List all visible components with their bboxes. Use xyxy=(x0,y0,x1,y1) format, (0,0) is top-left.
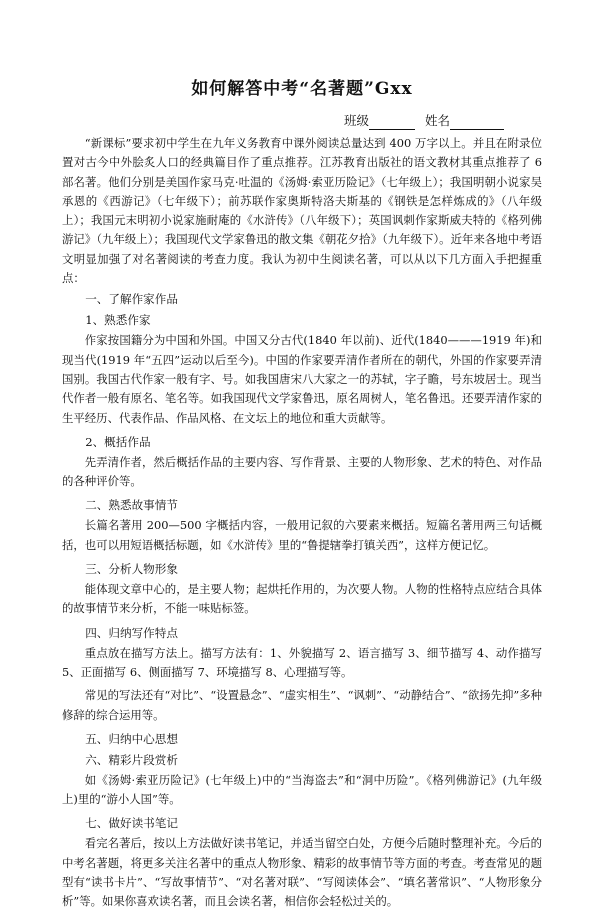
section-heading-2: 二、熟悉故事情节 xyxy=(85,498,178,513)
page-title: 如何解答中考“名著题”Gxx xyxy=(191,79,413,99)
section-heading-3: 三、分析人物形象 xyxy=(85,562,178,577)
class-label: 班级 xyxy=(343,113,369,128)
paragraph-reading-notes: 看完名著后，按以上方法做好读书笔记，并适当留空白处，方便今后随时整理补充。今后的中考名著题，将更多关注名著中的重点人物形象、精彩的故事情节等方面的考查。考查常见的题型有“读书卡片”、“写故事情节”、“对名著对联”、“写阅读体会”、“填名著常识”、“人物形象分析”等。如果你喜欢读名著，而且会读名著，相信你会轻松过关的。 xyxy=(62,836,542,909)
section-heading-7: 七、做好读书笔记 xyxy=(85,816,178,831)
paragraph-characters: 能体现文章中心的，是主要人物；起烘托作用的，为次要人物。人物的性格特点应结合具体的故事情节来分析，不能一味贴标签。 xyxy=(62,582,542,616)
document-page xyxy=(62,78,542,912)
section-heading-5: 五、归纳中心思想 xyxy=(85,731,178,746)
subsection-heading-1-1: 1、熟悉作家 xyxy=(85,313,151,328)
name-blank xyxy=(450,117,504,130)
intro-paragraph: “新课标”要求初中学生在九年义务教育中课外阅读总量达到 400 万字以上。并且在附录位置对古今中外脍炙人口的经典篇目作了重点推荐。江苏教育出版社的语文教材其重点推荐了 6 部名著。他们分别是美国作家马克·吐温的《汤姆·索亚历险记》（七年级上）；我国明朝小说家吴承恩的《西游记》（七年级下）；前苏联作家奥斯特洛夫斯基的《钢铁是怎样炼成的》（八年级上）；我国元末明初小说家施耐庵的《水浒传》（八年级下）；英国讽刺作家斯威夫特的《格列佛游记》（九年级上）；我国现代文学家鲁迅的散文集《朝花夕拾》（九年级下）。近年来各地中考语文明显加强了对名著阅读的考查力度。我认为初中生阅读名著，可以从以下几方面入手把握重点： xyxy=(62,136,542,286)
paragraph-summarize-work: 先弄清作者，然后概括作品的主要内容、写作背景、主要的人物形象、艺术的特色、对作品的各种评价等。 xyxy=(62,454,542,489)
paragraph-writing-techniques: 常见的写法还有“对比”、“设置悬念”、“虚实相生”、“讽刺”、“动静结合”、“欲扬先抑”多种修辞的综合运用等。 xyxy=(62,688,542,722)
paragraph-know-author: 作家按国籍分为中国和外国。中国又分古代(1840 年以前)、近代(1840———1919 年)和现当代(1919 年“五四”运动以后至今)。中国的作家要弄清作者所在的朝代，外国的作家要弄清国别。我国古代作家一般有字、号。如我国唐宋八大家之一的苏轼，字子瞻，号东坡居士。现当代作者一般有原名、笔名等。如我国现代文学家鲁迅，原名周树人，笔名鲁迅。还要弄清作家的生平经历、代表作品、作品风格、在文坛上的地位和重大贡献等。 xyxy=(62,333,542,425)
paragraph-plot: 长篇名著用 200—500 字概括内容，一般用记叙的六要素来概括。短篇名著用两三句话概括，也可以用短语概括标题，如《水浒传》里的“鲁提辖拳打镇关西”，这样方便记忆。 xyxy=(62,518,542,552)
name-label: 姓名 xyxy=(424,113,450,128)
student-info-line xyxy=(62,112,542,130)
paragraph-description-methods: 重点放在描写方法上。描写方法有：1、外貌描写 2、语言描写 3、细节描写 4、动作描写 5、正面描写 6、侧面描写 7、环境描写 8、心理描写等。 xyxy=(62,645,542,679)
section-heading-4: 四、归纳写作特点 xyxy=(85,625,178,640)
paragraph-excerpts: 如《汤姆·索亚历险记》(七年级上)中的“当海盗去”和“洞中历险”。《格列佛游记》(九年级上)里的“游小人国”等。 xyxy=(62,772,542,807)
class-blank xyxy=(369,117,415,130)
section-heading-1: 一、了解作家作品 xyxy=(85,292,178,307)
section-heading-6: 六、精彩片段赏析 xyxy=(85,752,178,767)
subsection-heading-1-2: 2、概括作品 xyxy=(85,434,151,449)
